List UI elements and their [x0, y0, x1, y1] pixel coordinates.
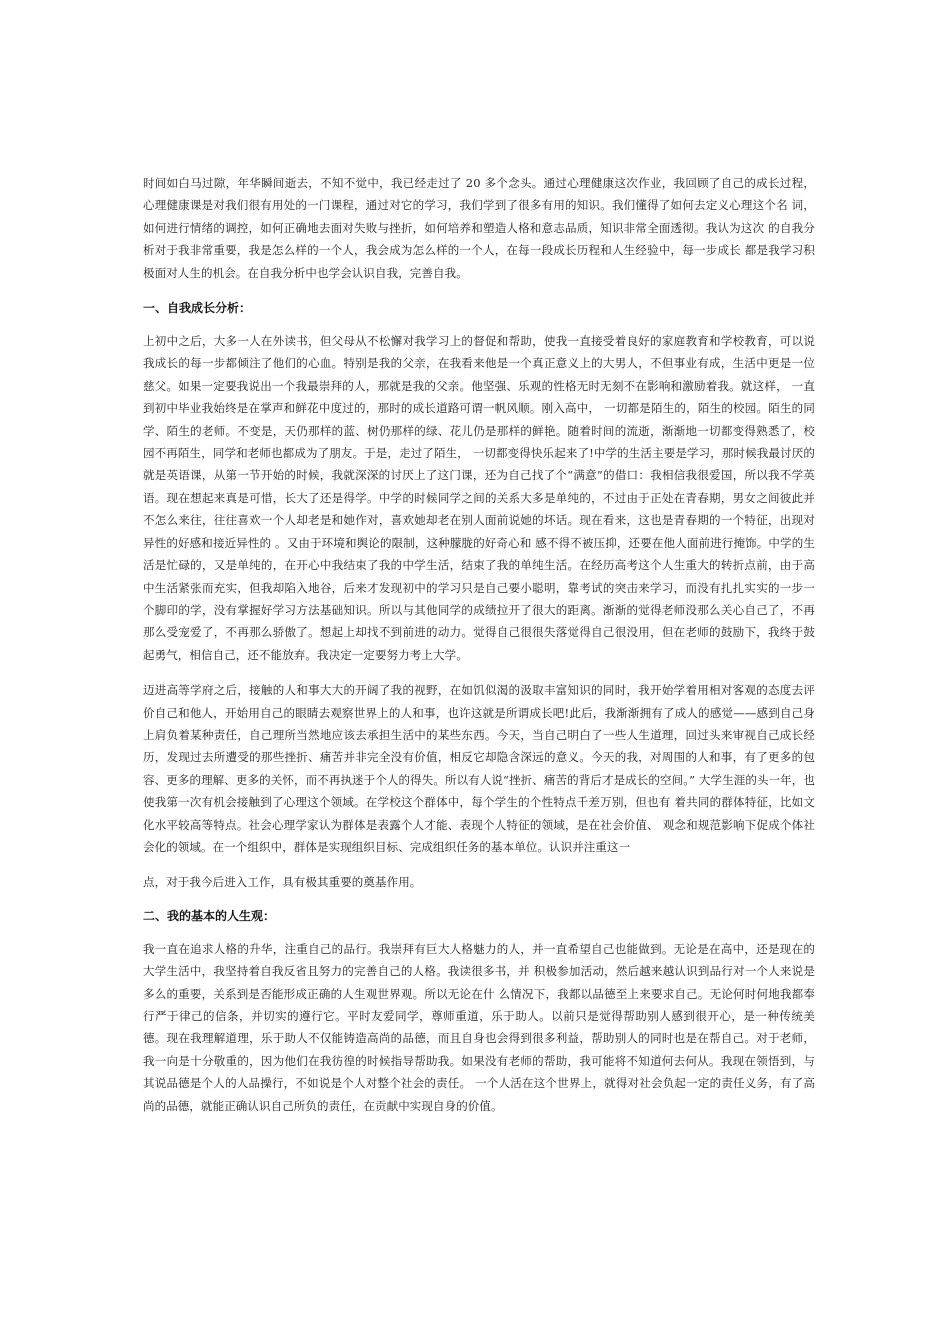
paragraph-middle-school: 上初中之后，大多一人在外读书，但父母从不松懈对我学习上的督促和帮助，使我一直接受着良好的家庭教育和学校教育，可以说我成长的每一步都倾注了他们的心血。特别是我的父亲，在我看来他是一个真正意义上的大男人，不但事业有成，生活中更是一位慈父。如果一定要我说出一个我最崇拜的人，那就是我的父亲。他坚强、乐观的性格无时无刻不在影响和激励着我。就这样， 一直到初中毕业我始终是在掌声和鲜花中度过的，那时的成长道路可谓一帆风顺。刚入高中， 一切都是陌生的，陌生的校园。陌生的同学、陌生的老师。不变是，天仍那样的蓝、树仍那样的绿、花儿仍是那样的鲜艳。随着时间的流逝，渐渐地一切都变得熟悉了，校园不再陌生，同学和老师也都成为了朋友。于是，走过了陌生， 一切都变得快乐起来了!中学的生活主要是学习，那时候我最讨厌的就是英语课，从第一节开始的时候，我就深深的讨厌上了这门课，还为自己找了个“满意”的借口：我相信我很爱国，所以我不学英语。现在想起来真是可惜，长大了还是得学。中学的时候同学之间的关系大多是单纯的，不过由于正处在青春期，男女之间彼此并不怎么来往，往往喜欢一个人却老是和她作对，喜欢她却老在别人面前说她的坏话。现在看来，这也是青春期的一个特征，出现对异性的好感和接近异性的 。又由于环境和舆论的限制，这种朦胧的好奇心和 感不得不被压抑，还要在他人面前进行掩饰。中学的生活是忙碌的，又是单纯的，在开心中我结束了我的中学生活，结束了我的单纯生活。在经历高考这个人生重大的转折点前，由于高中生活紧张而充实，但我却陷入地谷，后来才发现初中的学习只是自己要小聪明，靠考试的突击来学习，而没有扎扎实实的一步一个脚印的学，没有掌握好学习方法基础知识。所以与其他同学的成绩拉开了很大的距离。渐渐的觉得老师没那么关心自己了，不再那么受宠爱了，不再那么骄傲了。想起上却找不到前进的动力。觉得自己很很失落觉得自己很没用，但在老师的鼓励下，我终于鼓起勇气，相信自己，还不能放弃。我决定一定要努力考上大学。 — [143, 334, 815, 662]
intro-paragraph: 时间如白马过隙，年华瞬间逝去，不知不觉中，我已经走过了 20 多个念头。通过心理健康这次作业，我回顾了自己的成长过程， 心理健康课是对我们很有用处的一门课程，通过对它的学习，我们学到了很多有用的知识。我们懂得了如何去定义心理这个名 词，如何进行情绪的调控，如何正确地去面对失败与挫折，如何培养和塑造人格和意志品质，知识非常全面透彻。我认为这次 的自我分析对于我非常重要，我是怎么样的一个人，我会成为怎么样的一个人，在每一段成长历程和人生经验中，每一步成长 都是我学习积极面对人生的机会。在自我分析中也学会认识自我，完善自我。 — [143, 176, 815, 280]
paragraph-life-view: 我一直在追求人格的升华，注重自己的品行。我崇拜有巨大人格魅力的人，并一直希望自己也能做到。无论是在高中，还是现在的大学生活中，我坚持着自我反省且努力的完善自己的人格。我读很多书，并 积极参加活动，然后越来越认识到品行对一个人来说是多么的重要，关系到是否能形成正确的人生观世界观。所以无论在什 么情况下，我都以品德至上来要求自己。无论何时何地我都奉行严于律己的信条，并切实的遵行它。平时友爱同学，尊师重道，乐于助人。以前只是觉得帮助别人感到很开心，是一种传统美德。现在我理解道理，乐于助人不仅能铸造高尚的品德，而且自身也会得到很多利益，帮助别人的同时也是在帮自己。对于老师，我一向是十分敬重的，因为他们在我彷徨的时候指导帮助我。如果没有老师的帮助，我可能将不知道何去何从。我现在领悟到，与其说品德是个人的人品操行，不如说是个人对整个社会的责任。 一个人活在这个世界上，就得对社会负起一定的责任义务，有了高尚的品德，就能正确认识自己所负的责任，在贡献中实现自身的价值。 — [143, 941, 815, 1113]
paragraph-college: 迈进高等学府之后，接触的人和事大大的开阔了我的视野，在如饥似渴的汲取丰富知识的同时，我开始学着用相对客观的态度去评价自己和他人，开始用自己的眼睛去观察世界上的人和事，也许这就是所谓成长吧!此后，我渐渐拥有了成人的感觉——感到自己身上肩负着某种责任，自己理所当然地应该去承担生活中的某些东西。今天，当自己明白了一些人生道理，回过头来审视自己成长经历，发现过去所遭受的那些挫折、痛苦并非完全没有价值，相反它却隐含深远的意义。今天的我，对周围的人和事，有了更多的包容、更多的理解、更多的关怀，而不再执迷于个人的得失。所以有人说“挫折、痛苦的背后才是成长的空间。” 大学生涯的头一年，也使我第一次有机会接触到了心理这个领域。在学校这个群体中，每个学生的个性特点千差万别，但也有 着共同的群体特征，比如文化水平较高等特点。社会心理学家认为群体是表露个人才能、表现个人特征的领域，是在社会价值、 观念和规范影响下促成个体社会化的领域。在一个组织中，群体是实现组织目标、完成组织任务的基本单位。认识并注重这一 — [143, 683, 816, 854]
document-page — [143, 172, 815, 1117]
paragraph-continuation: 点，对于我今后进入工作，具有极其重要的奠基作用。 — [143, 875, 422, 890]
section-heading-self-growth: 一、自我成长分析： — [143, 301, 252, 316]
section-heading-life-view: 二、我的基本的人生观： — [143, 908, 276, 923]
